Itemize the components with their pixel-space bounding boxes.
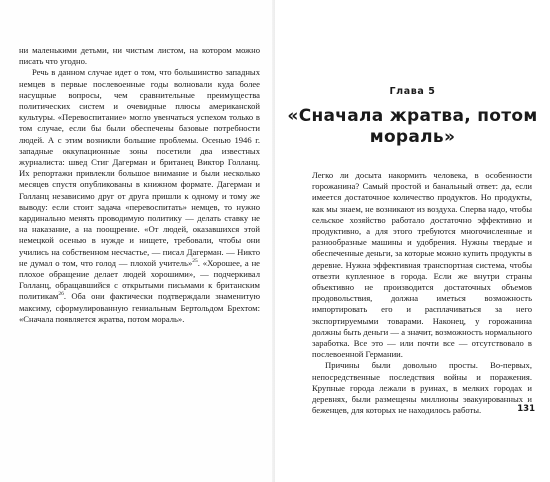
footnote-ref: 26 [58, 291, 64, 298]
paragraph-text: . Оба они фактически подтверждали знаменитую максиму, сформулированную гениальным Бертольдом Брехтом: «Сначала появляется жратва, потом мораль». [19, 291, 260, 324]
left-page-text [19, 45, 260, 325]
chapter-label: Глава 5 [389, 86, 436, 97]
page-number: 131 [517, 404, 535, 414]
paragraph-text: . «Хорошее, а не плохое обращение делает людей хорошими», — подчеркивал Голланц, обращавшийся с открытыми письмами к британским политикам [19, 257, 260, 302]
paragraph: Легко ли досыта накормить человека, в особенности горожанина? Самый простой и банальный ответ: да, если имеется достаточное количество продуктов. Но продукты, как мы знаем, не возникают из воздуха. Сперва надо, чтобы сельское хозяйство работало достаточно эффективно и продуктивно, а для этого требуются многочисленные и разнообразные машины и удобрения. Нужны твердые и обеспеченные деньги, за которые можно купить продукты в деревне. Нужна эффективная транспортная система, чтобы отвезти купленное в города. Если же внутри страны объективно не производится достаточных объемов продовольствия, должна иметься возможность импортировать его и расплачиваться за него экспортируемыми товарами. Наконец, у горожанина должны быть деньги — а значит, возможность нормального заработка. Все это — или почти все — отсутствовало в послевоенной Германии. [312, 170, 532, 360]
paragraph: ни маленькими детьми, ни чистым листом, на котором можно писать что угодно. [19, 45, 260, 67]
paragraph [19, 67, 260, 325]
paragraph-text: Речь в данном случае идет о том, что большинство западных немцев в первые послевоенные годы волновали куда более насущные вопросы, чем сравнительные преимущества политических систем и очевидные плюсы американской культуры. «Перевоспитание» могло увенчаться успехом только в том случае, если бы были обеспечены базовые потребности людей. А с этим возникли большие проблемы. Осенью 1946 г. западные оккупационные зоны посетили два известных журналиста: швед Стиг Дагерман и британец Виктор Голланц. Их репортажи привлекли большое внимание и были несколько месяцев спустя опубликованы в книжном формате. Дагерман и Голланц независимо друг от друга пришли к одному и тому же выводу: если стоит задача «перевоспитать» немцев, то нужно кардинально менять проводимую политику — делать ставку не на наказание, а на поощрение. «От людей, оказавшихся этой немецкой осенью в нужде и нищете, требовали, чтобы они учились на собственном несчастье, — писал Дагерман. — Никто не думал о том, что голод — плохой учитель» [19, 67, 260, 268]
chapter-title: «Сначала жратва, потом мораль» [287, 106, 538, 147]
footnote-ref: 25 [192, 258, 198, 264]
right-page-text [312, 170, 532, 416]
paragraph: Причины были довольно просты. Во-первых, непосредственные последствия войны и поражения. Крупные города лежали в руинах, в мелких городах и деревнях, были размещены миллионы эвакуированных и беженцев, для которых не находилось работы. [312, 360, 532, 416]
right-page [275, 0, 550, 482]
